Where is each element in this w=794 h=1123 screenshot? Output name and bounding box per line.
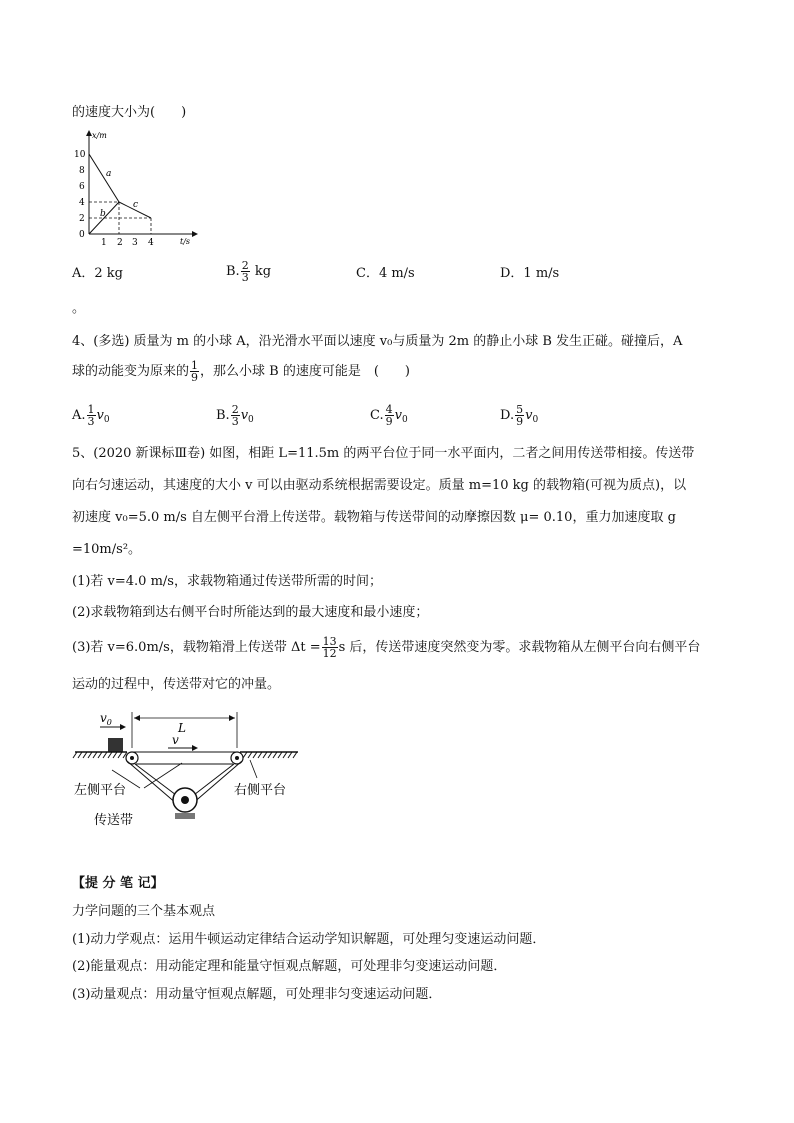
q4-option-d: D. $\frac{5}{9}$ $v_0$ — [500, 403, 539, 428]
q3-option-a: A．2 kg — [72, 266, 123, 281]
graph-y-axis-label: x/m — [92, 131, 107, 140]
graph-x-tick: 2 — [117, 238, 123, 248]
q5-sub-2: (2)求载物箱到达右侧平台时所能达到的最大速度和最小速度； — [72, 605, 429, 620]
fig-belt-label: 传送带 — [94, 813, 134, 828]
notes-point-2: (2)能量观点：用动能定理和能量守恒观点解题，可处理非匀变速运动问题． — [72, 959, 507, 974]
notes-point-3: (3)动量观点：用动量守恒观点解题，可处理非匀变速运动问题． — [72, 987, 442, 1002]
q5-sub-1: (1)若 v=4.0 m/s，求载物箱通过传送带所需的时间； — [72, 574, 382, 589]
q4-option-b: B. $\frac{2}{3}$ $v_0$ — [216, 403, 254, 428]
fig-L-label: L — [178, 721, 186, 735]
graph-y-tick: 10 — [74, 150, 86, 160]
graph-y-tick: 0 — [79, 230, 85, 240]
q3-option-b-letter: B. — [226, 264, 240, 279]
fig-v-label: v — [172, 733, 179, 747]
q3-period: 。 — [72, 301, 86, 316]
q3-option-b — [226, 260, 271, 283]
q3-tail-text: 的速度大小为( ) — [72, 105, 187, 120]
graph-label-c: c — [133, 200, 139, 210]
q5-line-2: 向右匀速运动，其速度的大小 v 可以由驱动系统根据需要设定。质量 m=10 kg 的载物箱(可视为质点)，以 — [72, 478, 687, 493]
q3-option-b-unit: kg — [250, 264, 272, 279]
graph-y-tick: 6 — [79, 182, 85, 192]
fig-right-platform-label: 右侧平台 — [234, 783, 287, 798]
fig-drive-base — [175, 813, 195, 819]
q5-line-3: 初速度 v₀=5.0 m/s 自左侧平台滑上传送带。载物箱与传送带间的动摩擦因数 μ= 0.10，重力加速度取 g — [72, 510, 676, 525]
q4-line-2-fraction: $\frac{1}{9}$ — [191, 359, 199, 384]
notes-heading: 【提 分 笔 记】 — [72, 876, 164, 891]
graph-x-tick: 4 — [148, 238, 154, 248]
q5-sub-3-line-2: 运动的过程中，传送带对它的冲量。 — [72, 677, 281, 692]
fig-left-platform-label: 左侧平台 — [74, 783, 127, 798]
q3-xt-graph — [72, 128, 202, 248]
q4-option-a: A. $\frac{1}{3}$ $v_0$ — [72, 403, 110, 428]
graph-y-tick: 2 — [79, 214, 85, 224]
graph-x-tick: 1 — [101, 238, 107, 248]
graph-y-tick: 4 — [79, 198, 85, 208]
q5-conveyor-figure — [72, 708, 312, 828]
q3-option-c: C．4 m/s — [356, 266, 415, 281]
fig-cargo-box — [108, 738, 123, 752]
q5-sub-3-fraction: $\frac{13}{12}$ — [322, 635, 337, 660]
graph-label-a: a — [106, 169, 112, 179]
q4-line-2: 球的动能变为原来的 $\frac{1}{9}$ ，那么小球 B 的速度可能是 ( ) — [72, 359, 410, 384]
graph-x-axis-label: t/s — [180, 237, 191, 246]
q4-option-c: C. $\frac{4}{9}$ $v_0$ — [370, 403, 408, 428]
q4-line-1: 4、(多选) 质量为 m 的小球 A，沿光滑水平面以速度 v₀与质量为 2m 的静止小球 B 发生正碰。碰撞后，A — [72, 334, 683, 349]
fig-v0-label: $v_0$ — [100, 711, 112, 727]
q3-option-b-fraction: $\frac{2}{3}$ — [241, 259, 249, 284]
notes-point-1: (1)动力学观点：运用牛顿运动定律结合运动学知识解题，可处理匀变速运动问题． — [72, 932, 546, 947]
q3-option-d: D．1 m/s — [500, 266, 560, 281]
graph-x-tick: 3 — [132, 238, 138, 248]
q5-sub-3: (3)若 v=6.0m/s，载物箱滑上传送带 Δt = $\frac{13}{12}$ s 后，传送带速度突然变为零。求载物箱从左侧平台向右侧平台 — [72, 635, 701, 660]
q5-line-4: =10m/s²。 — [72, 542, 142, 557]
notes-intro: 力学问题的三个基本观点 — [72, 904, 216, 919]
graph-y-tick: 8 — [79, 166, 85, 176]
q5-line-1: 5、(2020 新课标Ⅲ卷) 如图，相距 L=11.5m 的两平台位于同一水平面内，二者之间用传送带相接。传送带 — [72, 446, 695, 461]
graph-label-b: b — [100, 209, 106, 219]
